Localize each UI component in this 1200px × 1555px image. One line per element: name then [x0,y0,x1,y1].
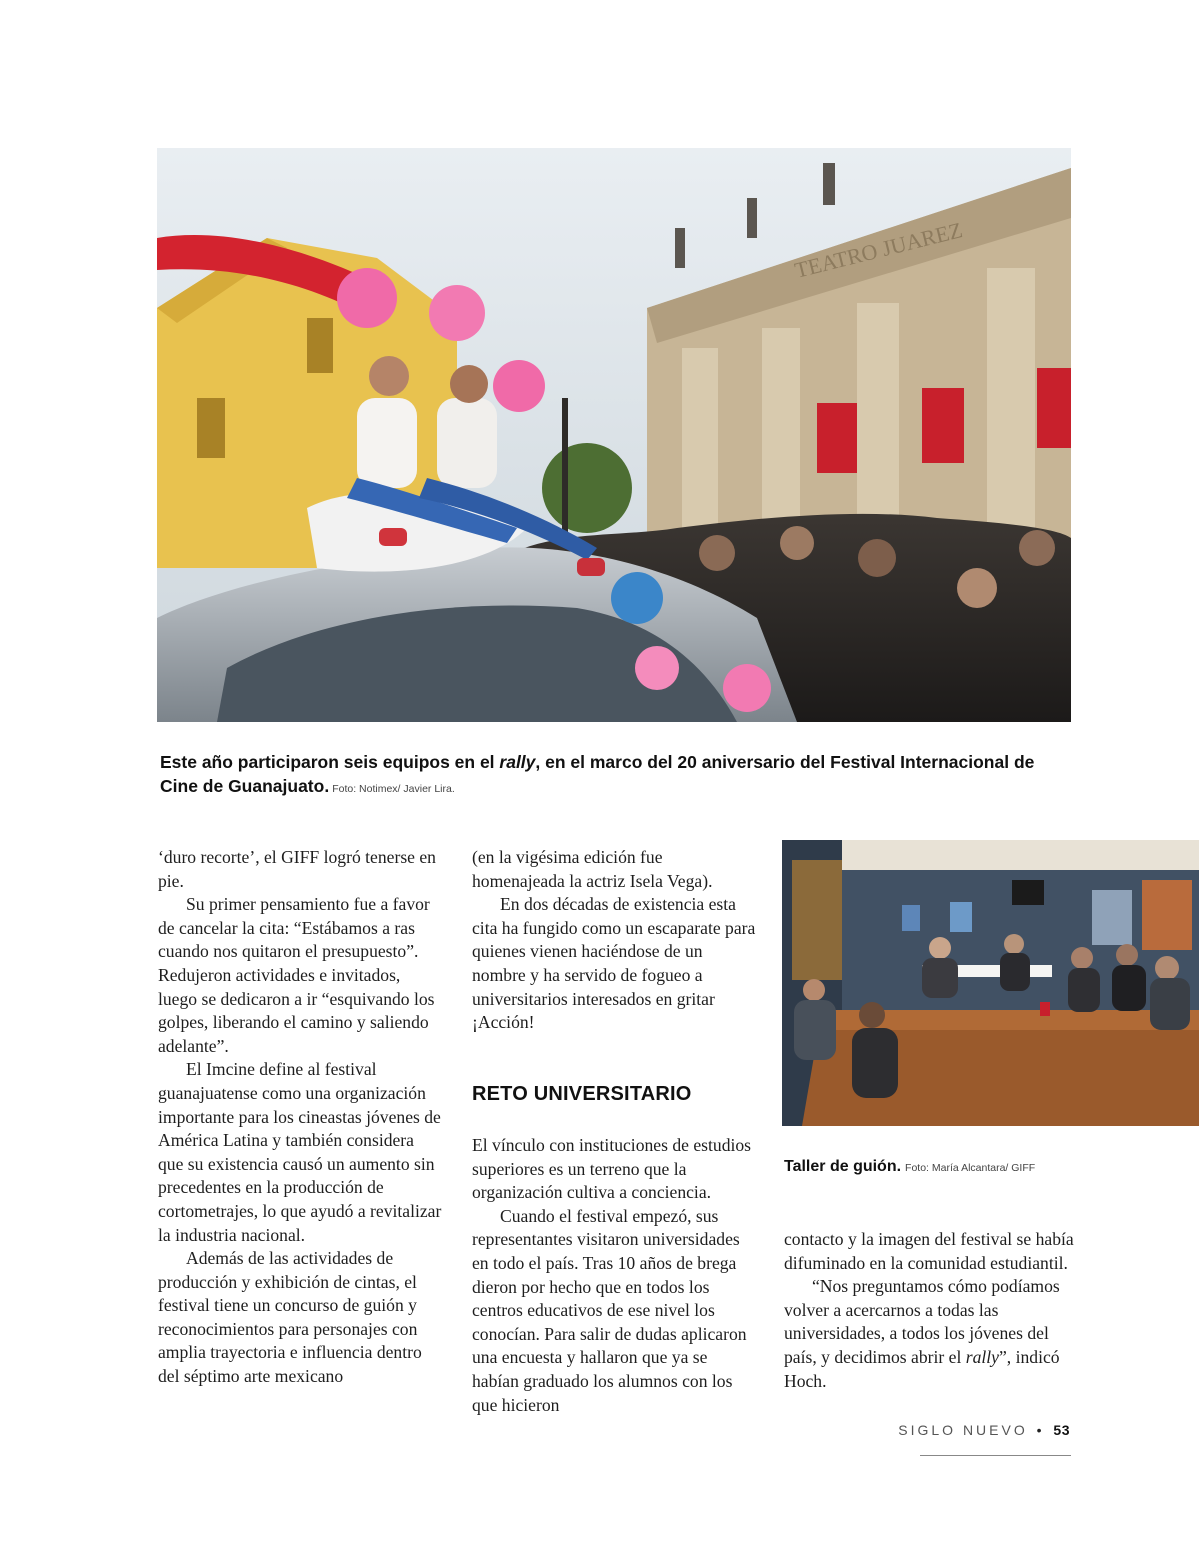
paragraph: Cuando el festival empezó, sus representantes visitaron universidades en todo el país. Tras 10 años de brega dieron por hecho que en todos los centros educativos de ese nivel los conocían. Para salir de dudas aplicaron una encuesta y hallaron que ya se habían graduado los alumnos con los que hicieron [472,1205,747,1415]
page-number: 53 [1053,1422,1070,1438]
paragraph: El vínculo con instituciones de estudios superiores es un terreno que la organización cultiva a conciencia. [472,1135,752,1203]
paragraph: (en la vigésima edición fue homenajeada la actriz Isela Vega). [472,847,713,891]
main-photo [157,148,1071,722]
rally-photo-illustration [157,148,1071,722]
theatre-sign: TEATRO JUAREZ [792,217,965,283]
article-column-3 [784,1228,1074,1393]
paragraph: “Nos preguntamos cómo podíamos volver a acercarnos a todas las universidades, a todos los jóvenes del país, y decidimos abrir el rally”, indicó Hoch. [784,1276,1060,1391]
workshop-photo-illustration [782,840,1199,1126]
workshop-photo [782,840,1199,1126]
paragraph: En dos décadas de existencia esta cita ha fungido como un escaparate para quienes vienen haciéndose de un nombre y ha servido de fogueo a universitarios interesados en gritar ¡Acción! [472,894,756,1033]
article-column-1 [158,846,442,1389]
workshop-photo-caption: Taller de guión. Foto: María Alcantara/ GIFF [784,1158,1036,1175]
publication-name: SIGLO NUEVO [898,1422,1028,1438]
footer-rule [920,1455,1071,1456]
photo-credit: Foto: Notimex/ Javier Lira. [332,783,455,795]
article-column-2-top [472,846,756,1035]
paragraph: Además de las actividades de producción y exhibición de cintas, el festival tiene un concurso de guión y reconocimientos para personajes con amplia trayectoria e influencia dentro del séptimo arte mexicano [158,1248,422,1387]
photo-credit: Foto: María Alcantara/ GIFF [905,1162,1036,1174]
page-footer [898,1422,1070,1438]
article-column-2-bottom [472,1134,756,1417]
paragraph: Su primer pensamiento fue a favor de cancelar la cita: “Estábamos a ras cuando nos quitaron el presupuesto”. Redujeron actividades e invitados, luego se dedicaron a ir “esquivando los golpes, liberando el camino y saliendo adelante”. [158,894,435,1056]
paragraph: ‘duro recorte’, el GIFF logró tenerse en pie. [158,847,436,891]
footer-separator: • [1036,1422,1045,1438]
section-heading: RETO UNIVERSITARIO [472,1083,692,1105]
paragraph: contacto y la imagen del festival se había difuminado en la comunidad estudiantil. [784,1229,1074,1273]
main-photo-caption: Este año participaron seis equipos en el rally, en el marco del 20 aniversario del Festival Internacional de Cine de Guanajuato. Foto: Notimex/ Javier Lira. [160,752,1035,796]
paragraph: El Imcine define al festival guanajuatense como una organización importante para los cineastas jóvenes de América Latina y también considera que su existencia causó un aumento sin precedentes en la producción de cortometrajes, lo que ayudó a revitalizar la industria nacional. [158,1059,442,1245]
